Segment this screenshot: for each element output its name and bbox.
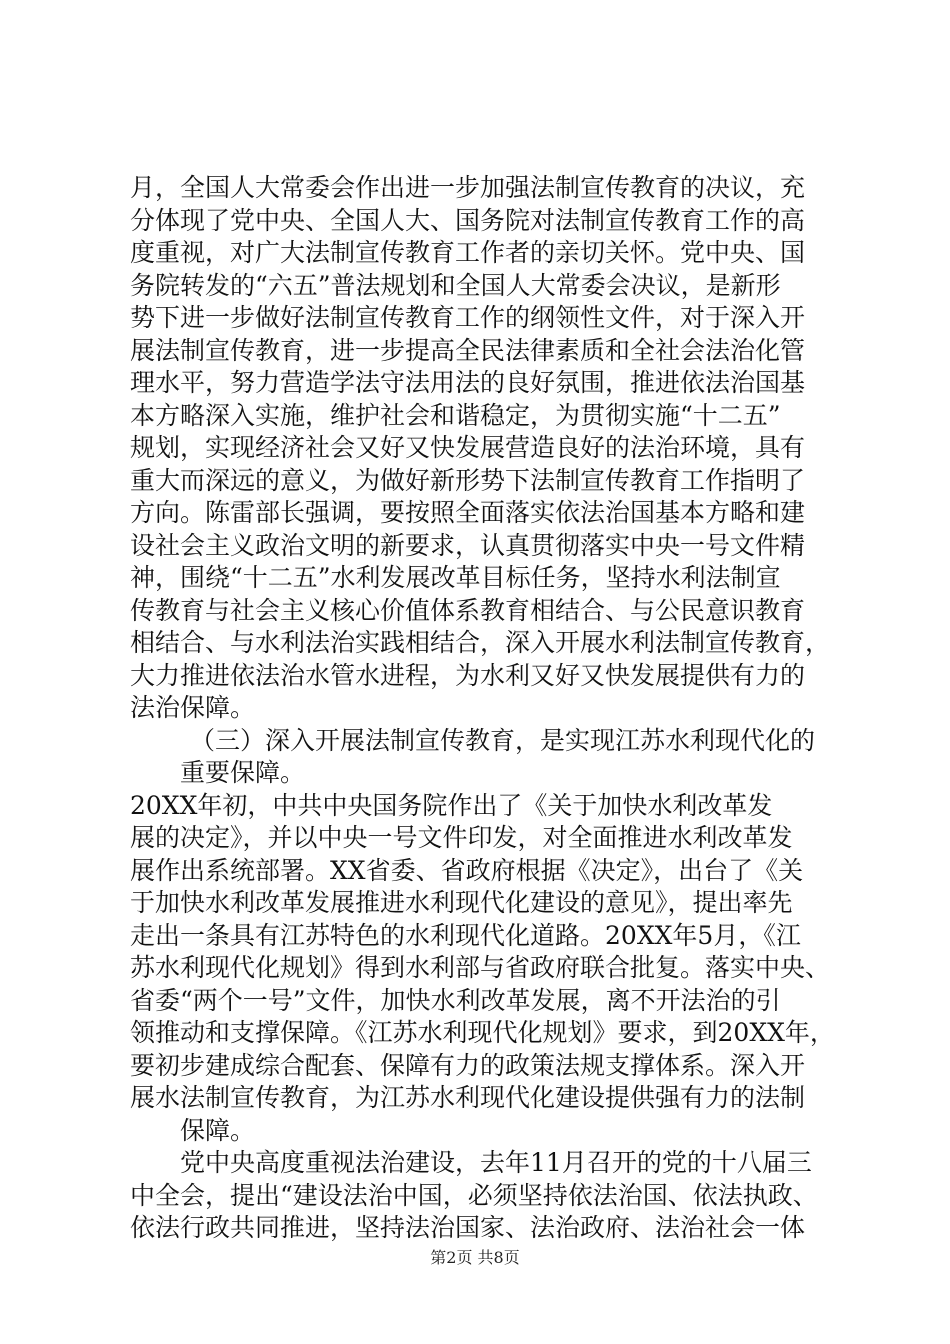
text-line: 展法制宣传教育，进一步提高全民法律素质和全社会法治化管 (130, 335, 806, 365)
text-line: 展水法制宣传教育，为江苏水利现代化建设提供强有力的法制 (130, 1083, 806, 1112)
text-line: 中全会，提出“建设法治中国，必须坚持依法治国、依法执政、 (130, 1180, 818, 1210)
text-line: 月，全国人大常委会作出进一步加强法制宣传教育的决议，充 (130, 173, 806, 202)
text-line: 走出一条具有江苏特色的水利现代化道路。20XX年5月，《江 (130, 920, 801, 950)
text-line: 势下进一步做好法制宣传教育工作的纲领性文件，对于深入开 (130, 303, 806, 332)
text-line: 理水平，努力营造学法守法用法的良好氛围，推进依法治国基 (130, 368, 806, 397)
document-body (130, 172, 835, 1245)
text-line: 重大而深远的意义，为做好新形势下法制宣传教育工作指明了 (130, 465, 806, 495)
text-line: 分体现了党中央、全国人大、国务院对法制宣传教育工作的高 (130, 205, 806, 235)
text-line: 展作出系统部署。XX省委、省政府根据《决定》，出台了《关 (130, 855, 804, 885)
text-line: 苏水利现代化规划》得到水利部与省政府联合批复。落实中央、 (130, 953, 831, 982)
text-line: 20XX年初，中共中央国务院作出了《关于加快水利改革发 (130, 790, 773, 820)
text-line: 相结合、与水利法治实践相结合，深入开展水利法制宣传教育， (130, 628, 831, 657)
text-line: 本方略深入实施，维护社会和谐稳定，为贯彻实施“十二五” (130, 400, 781, 430)
text-line: 党中央高度重视法治建设，去年11月召开的党的十八届三 (180, 1148, 812, 1177)
text-line: 要初步建成综合配套、保障有力的政策法规支撑体系。深入开 (130, 1050, 806, 1080)
text-line: 务院转发的“六五”普法规划和全国人大常委会决议，是新形 (130, 270, 781, 300)
text-line: 设社会主义政治文明的新要求，认真贯彻落实中央一号文件精 (130, 530, 806, 560)
text-line: 省委“两个一号”文件，加快水利改革发展，离不开法治的引 (130, 985, 781, 1015)
text-line: 依法行政共同推进，坚持法治国家、法治政府、法治社会一体 (130, 1213, 806, 1242)
text-line: 方向。陈雷部长强调，要按照全面落实依法治国基本方略和建 (130, 498, 806, 527)
text-line: 领推动和支撑保障。《江苏水利现代化规划》要求，到20XX年， (130, 1018, 835, 1047)
text-line: 保障。 (180, 1115, 256, 1145)
text-line: 传教育与社会主义核心价值体系教育相结合、与公民意识教育 (130, 595, 806, 625)
text-line: 于加快水利改革发展推进水利现代化建设的意见》，提出率先 (130, 888, 793, 917)
text-line: （三）深入开展法制宣传教育，是实现江苏水利现代化的 (190, 725, 816, 755)
text-line: 重要保障。 (180, 758, 306, 787)
page-footer: 第2页 共8页 (430, 1248, 520, 1267)
text-line: 规划，实现经济社会又好又快发展营造良好的法治环境，具有 (130, 433, 806, 462)
text-line: 神，围绕“十二五”水利发展改革目标任务，坚持水利法制宣 (130, 563, 781, 592)
text-line: 法治保障。 (130, 693, 256, 722)
text-line: 度重视，对广大法制宣传教育工作者的亲切关怀。党中央、国 (130, 238, 806, 267)
text-line: 展的决定》，并以中央一号文件印发，对全面推进水利改革发 (130, 823, 793, 852)
text-line: 大力推进依法治水管水进程，为水利又好又快发展提供有力的 (130, 660, 806, 690)
